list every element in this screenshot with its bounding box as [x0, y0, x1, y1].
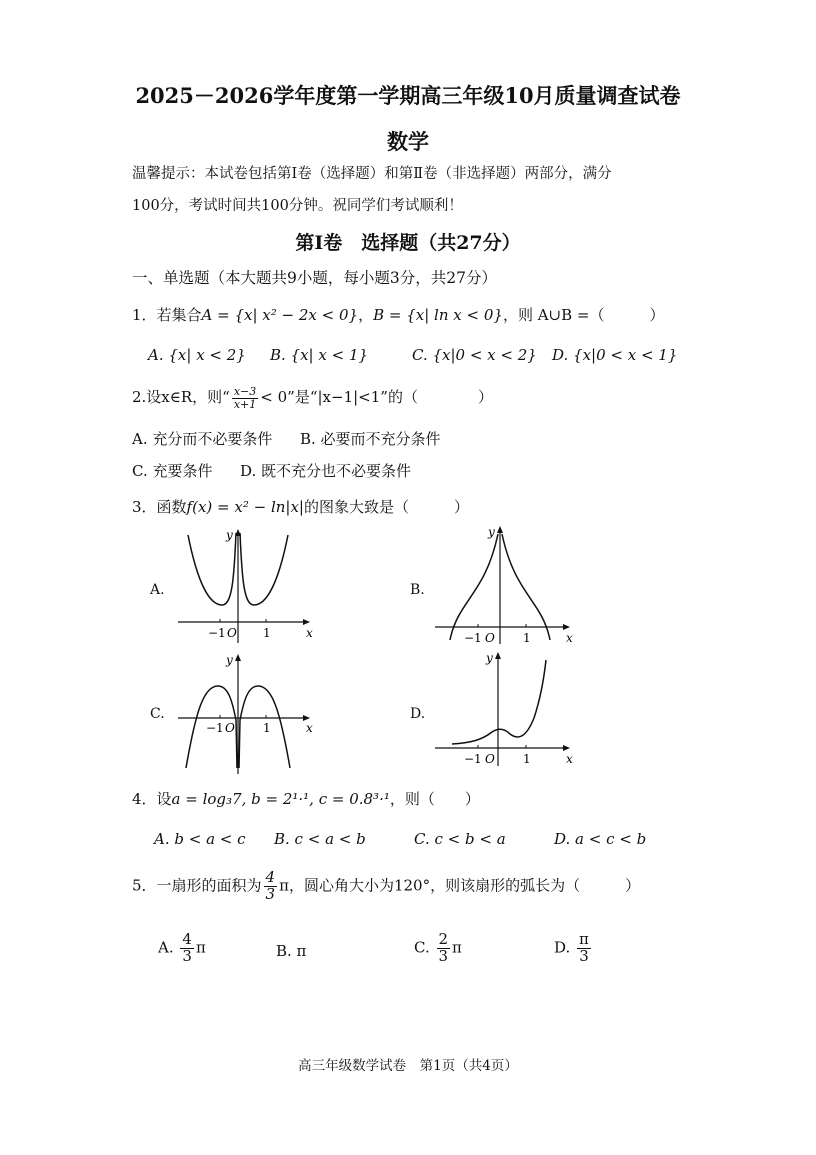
q5-option-c-fraction — [437, 932, 451, 965]
graph-b-tick-pos: 1 — [523, 631, 531, 645]
graph-b-x-label: x — [566, 631, 573, 645]
graph-c — [170, 650, 320, 775]
graph-label-c: C. — [150, 706, 165, 722]
graph-d-tick-pos: 1 — [523, 752, 531, 766]
graph-b — [430, 520, 580, 645]
graph-d-tick-neg: −1 — [464, 752, 482, 766]
q4-option-c: C. c < b < a — [414, 830, 506, 848]
q4-prefix: 4．设 — [132, 790, 172, 808]
q1-mid: ， — [358, 306, 374, 324]
q1-option-c: C. {x|0 < x < 2} — [412, 346, 537, 364]
tip-line-1: 温馨提示：本试卷包括第Ⅰ卷（选择题）和第Ⅱ卷（非选择题）两部分，满分 — [132, 166, 612, 182]
q5-option-a-fraction — [180, 932, 194, 965]
q5-option-a-den: 3 — [182, 946, 192, 965]
q2-option-a: A. 充分而不必要条件 — [132, 430, 273, 448]
exam-title: 2025－2026学年度第一学期高三年级10月质量调查试卷 — [135, 83, 681, 108]
q5-option-d — [554, 932, 593, 965]
q5-area-fraction — [264, 870, 278, 903]
q5-option-d-label: D. — [554, 938, 571, 957]
graph-label-a: A. — [150, 582, 165, 598]
page-footer: 高三年级数学试卷 第1页（共4页） — [298, 1058, 518, 1074]
question-4 — [132, 788, 480, 809]
section-title: 第Ⅰ卷 选择题（共27分） — [295, 232, 521, 254]
question-5 — [132, 870, 640, 903]
q2-frac-den: x+1 — [233, 397, 257, 411]
graph-d-x-label: x — [566, 752, 573, 766]
section-heading: 一、单选题（本大题共9小题，每小题3分，共27分） — [132, 269, 497, 287]
q2-fraction — [232, 386, 258, 410]
q5-option-d-den: 3 — [579, 946, 589, 965]
q5-option-b: B. π — [276, 942, 307, 960]
q5-mid: ，圆心角大小为120°，则该扇形的弧长为（ ） — [288, 876, 641, 895]
q4-expression: a = log₃7, b = 2¹·¹, c = 0.8³·¹ — [171, 790, 390, 808]
graph-c-tick-neg: −1 — [206, 721, 224, 735]
tip-line-2: 100分，考试时间共100分钟。祝同学们考试顺利！ — [132, 198, 463, 214]
graph-c-y-label: y — [226, 653, 233, 667]
graph-c-x-label: x — [306, 721, 313, 735]
q2-option-d: D. 既不充分也不必要条件 — [240, 462, 412, 480]
graph-a-y-label: y — [226, 528, 233, 542]
q3-suffix: 的图象大致是（ ） — [303, 498, 469, 516]
q1-option-a: A. {x| x < 2} — [148, 346, 246, 364]
q5-option-d-fraction — [577, 932, 591, 965]
question-2 — [132, 386, 493, 410]
q5-area-num: 4 — [265, 868, 276, 886]
q5-option-d-num: π — [579, 930, 589, 948]
graph-label-b: B. — [410, 582, 425, 598]
q2-option-b: B. 必要而不充分条件 — [300, 430, 441, 448]
q4-option-b: B. c < a < b — [274, 830, 366, 848]
q5-prefix: 5．一扇形的面积为 — [132, 876, 262, 895]
graph-label-d: D. — [410, 706, 426, 722]
q5-option-a — [158, 932, 206, 965]
q5-option-a-pi: π — [195, 938, 206, 957]
q5-option-a-num: 4 — [182, 930, 192, 948]
subject-title: 数学 — [387, 129, 429, 154]
graph-c-tick-pos: 1 — [263, 721, 271, 735]
q5-option-c-label: C. — [414, 938, 430, 957]
q5-option-c-den: 3 — [438, 946, 449, 965]
q4-suffix: ，则（ ） — [389, 790, 480, 808]
q5-option-c-num: 2 — [438, 930, 449, 948]
graph-d — [430, 648, 580, 773]
q2-prefix: 2.设x∈R，则“ — [132, 388, 230, 407]
q2-frac-num: x−3 — [233, 385, 257, 398]
q5-option-c — [414, 932, 462, 965]
q2-suffix: < 0”是“|x−1|<1”的（ ） — [260, 388, 493, 407]
q1-set-a: A = {x| x² − 2x < 0} — [201, 306, 359, 324]
q2-option-c: C. 充要条件 — [132, 462, 213, 480]
q4-option-a: A. b < a < c — [154, 830, 246, 848]
graph-a-x-label: x — [306, 626, 313, 640]
graph-d-y-label: y — [486, 651, 493, 665]
q1-prefix: 1．若集合 — [132, 306, 202, 324]
graph-b-origin: O — [485, 631, 495, 645]
graph-a-tick-pos: 1 — [263, 626, 271, 640]
q1-option-d: D. {x|0 < x < 1} — [552, 346, 678, 364]
question-1 — [132, 304, 664, 325]
graph-a — [170, 525, 320, 645]
q1-set-b: B = {x| ln x < 0} — [373, 306, 503, 324]
q3-prefix: 3．函数 — [132, 498, 187, 516]
q5-option-a-label: A. — [158, 938, 174, 957]
q5-area-den: 3 — [265, 884, 276, 903]
graph-b-tick-neg: −1 — [464, 631, 482, 645]
graph-a-origin: O — [227, 626, 237, 640]
graph-c-origin: O — [225, 721, 235, 735]
graph-d-origin: O — [485, 752, 495, 766]
q5-option-c-pi: π — [452, 938, 462, 957]
graph-b-y-label: y — [488, 525, 495, 539]
q3-function: f(x) = x² − ln|x| — [186, 498, 304, 516]
graph-a-tick-neg: −1 — [208, 626, 226, 640]
q5-pi: π — [279, 876, 289, 895]
question-3 — [132, 496, 469, 517]
q1-option-b: B. {x| x < 1} — [270, 346, 369, 364]
q1-suffix: ，则 A∪B =（ ） — [502, 306, 665, 324]
q4-option-d: D. a < c < b — [554, 830, 647, 848]
